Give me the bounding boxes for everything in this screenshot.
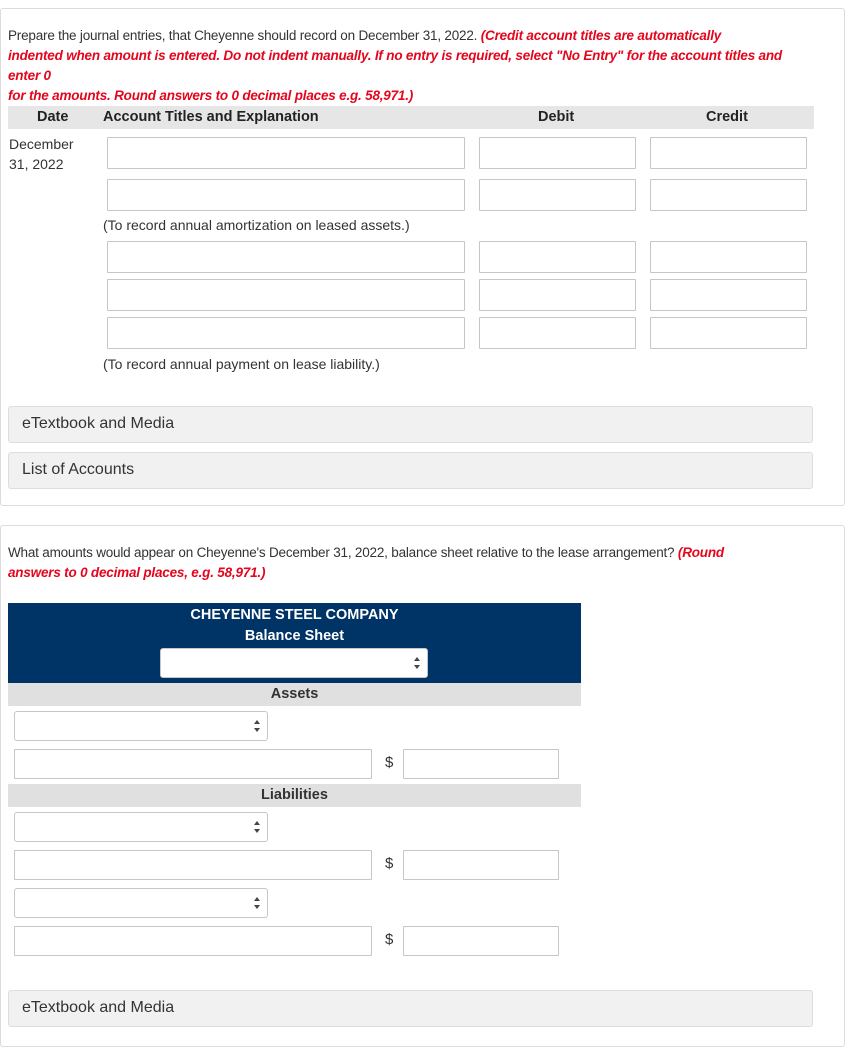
company-name: CHEYENNE STEEL COMPANY <box>190 607 399 623</box>
liability-dollar-sign-2: $ <box>385 931 394 948</box>
balance-instruction-text: What amounts would appear on Cheyenne's December 31, 2022, balance sheet relative to the lease arrangement? <box>8 545 678 560</box>
journal-instruction-note-line2: indented when amount is entered. Do not indent manually. If no entry is required, select "No Entry" for the account titles and enter 0 <box>8 48 782 83</box>
etextbook-media-label-2: eTextbook and Media <box>22 999 175 1016</box>
debit-input-1[interactable] <box>479 137 636 169</box>
date-column-header: Date <box>37 109 69 125</box>
liability-description-input-1[interactable] <box>14 850 372 880</box>
journal-instruction-note: (Credit account titles are automatically <box>480 28 722 43</box>
account-title-input-4[interactable] <box>107 279 465 311</box>
statement-date-select[interactable] <box>160 648 428 678</box>
entry-date-line2: 31, 2022 <box>9 156 64 172</box>
statement-title: Balance Sheet <box>244 628 345 644</box>
credit-input-1[interactable] <box>650 137 807 169</box>
asset-description-input[interactable] <box>14 749 372 779</box>
etextbook-media-button-1[interactable] <box>8 406 813 443</box>
assets-section-header: Assets <box>8 683 581 706</box>
liability-account-select-1[interactable] <box>14 812 268 842</box>
credit-input-4[interactable] <box>650 279 807 311</box>
select-arrows-icon <box>413 656 421 670</box>
liabilities-section-header: Liabilities <box>8 784 581 807</box>
entry-explanation-1: (To record annual amortization on leased assets.) <box>103 217 410 233</box>
account-title-input-1[interactable] <box>107 137 465 169</box>
journal-instruction-note-line3: for the amounts. Round answers to 0 decimal places e.g. 58,971.) <box>8 88 414 103</box>
etextbook-media-button-2[interactable] <box>8 990 813 1027</box>
credit-input-2[interactable] <box>650 179 807 211</box>
journal-instructions <box>8 26 808 106</box>
credit-input-5[interactable] <box>650 317 807 349</box>
balance-instruction-note-line2: answers to 0 decimal places, e.g. 58,971.) <box>8 565 266 580</box>
balance-sheet-header <box>8 603 581 683</box>
asset-amount-input[interactable] <box>403 749 559 779</box>
etextbook-media-label-1: eTextbook and Media <box>22 415 175 432</box>
liability-amount-input-2[interactable] <box>403 926 559 956</box>
liability-description-input-2[interactable] <box>14 926 372 956</box>
credit-column-header: Credit <box>706 109 748 125</box>
liability-dollar-sign-1: $ <box>385 855 394 872</box>
select-arrows-icon <box>253 896 261 910</box>
select-arrows-icon <box>253 820 261 834</box>
account-title-input-5[interactable] <box>107 317 465 349</box>
list-of-accounts-label: List of Accounts <box>22 461 135 478</box>
list-of-accounts-button[interactable] <box>8 452 813 489</box>
debit-input-4[interactable] <box>479 279 636 311</box>
debit-input-2[interactable] <box>479 179 636 211</box>
liability-amount-input-1[interactable] <box>403 850 559 880</box>
debit-input-5[interactable] <box>479 317 636 349</box>
asset-dollar-sign: $ <box>385 754 394 771</box>
account-title-input-2[interactable] <box>107 179 465 211</box>
entry-explanation-2: (To record annual payment on lease liability.) <box>103 356 380 372</box>
balance-instructions <box>8 543 808 583</box>
balance-instruction-note: (Round <box>677 545 724 560</box>
entry-date <box>9 134 74 174</box>
credit-input-3[interactable] <box>650 241 807 273</box>
liability-account-select-2[interactable] <box>14 888 268 918</box>
journal-table-header <box>8 106 814 129</box>
debit-column-header: Debit <box>538 109 575 125</box>
select-arrows-icon <box>253 719 261 733</box>
debit-input-3[interactable] <box>479 241 636 273</box>
asset-account-select[interactable] <box>14 711 268 741</box>
account-title-input-3[interactable] <box>107 241 465 273</box>
account-column-header: Account Titles and Explanation <box>103 109 319 125</box>
journal-instruction-text: Prepare the journal entries, that Cheyenne should record on December 31, 2022. <box>8 28 481 43</box>
entry-date-line1: December <box>9 136 74 152</box>
